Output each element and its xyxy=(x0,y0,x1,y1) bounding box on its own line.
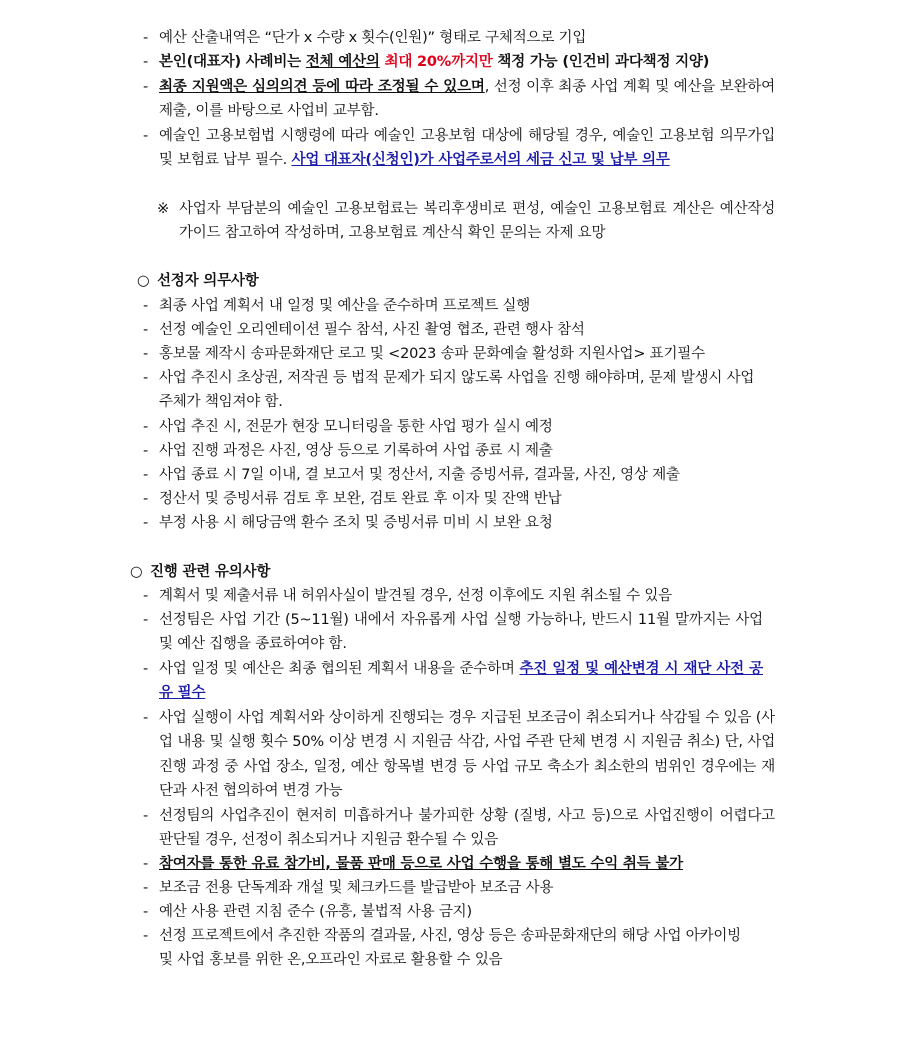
note-insurance-premium xyxy=(157,197,775,246)
note-text: 사업자 부담분의 예술인 고용보험료는 복리후생비로 편성, 예술인 고용보험료 계산은 예산작성 가이드 참고하여 작성하며, 고용보험료 계산식 확인 문의는 자제 요망 xyxy=(179,201,775,242)
item-text: 보조금 전용 단독계좌 개설 및 체크카드를 발급받아 보조금 사용 xyxy=(159,880,554,896)
dash-marker: - xyxy=(143,419,149,435)
item-text: 사업 실행이 사업 계획서와 상이하게 진행되는 경우 지급된 보조금이 취소되거나 삭감될 수 있음 (사업 내용 및 실행 횟수 50% 이상 변경 시 지원금 삭감, 사업 주관 단체 변경 시 지원금 취소) 단, 사업 진행 과정 중 사업 장소, 일정, 예산 항목별 변경 등 사업 규모 축소가 최소한의 범위인 경우에는 재단과 사전 협의하여 변경 가능 xyxy=(159,710,775,799)
list-item xyxy=(143,439,775,463)
list-item xyxy=(143,294,775,318)
item-text xyxy=(159,75,775,124)
list-item xyxy=(143,584,775,608)
insurance-highlight: 사업 대표자(신청인)가 사업주로서의 세금 신고 및 납부 의무 xyxy=(291,152,670,169)
dash-marker: - xyxy=(143,612,149,628)
list-item xyxy=(143,366,755,415)
list-item xyxy=(143,900,775,924)
schedule-text: 사업 일정 및 예산은 최종 협의된 계획서 내용을 준수하며 xyxy=(159,661,520,677)
dash-marker: - xyxy=(143,661,149,677)
item-text xyxy=(159,124,775,173)
schedule-highlight: 추진 일정 및 예산변경 시 재단 사전 공유 필수 xyxy=(159,661,763,702)
reference-mark-icon: ※ xyxy=(157,201,169,217)
section-heading-notes xyxy=(130,560,270,584)
list-item xyxy=(143,657,763,706)
item-text: 선정 프로젝트에서 추진한 작품의 결과물, 사진, 영상 등은 송파문화재단의 해당 사업 아카이빙 및 사업 홍보를 위한 온,오프라인 자료로 활용할 수 있음 xyxy=(159,928,741,969)
item-text: 선정 예술인 오리엔테이션 필수 참석, 사진 촬영 협조, 관련 행사 참석 xyxy=(159,322,585,338)
circle-bullet-icon: ○ xyxy=(130,564,143,580)
final-support-rest: , 선정 이후 최종 사업 계획 및 예산을 보완하여 제출, 이를 바탕으로 사업비 교부함. xyxy=(159,79,775,120)
list-item xyxy=(143,342,775,366)
item-text: 사업 종료 시 7일 이내, 결 보고서 및 정산서, 지출 증빙서류, 결과물, 사진, 영상 제출 xyxy=(159,467,680,483)
list-item xyxy=(143,463,775,487)
dash-marker: - xyxy=(143,467,149,483)
circle-bullet-icon: ○ xyxy=(137,273,150,289)
dash-marker: - xyxy=(143,30,149,46)
item-text: 정산서 및 증빙서류 검토 후 보완, 검토 완료 후 이자 및 잔액 반납 xyxy=(159,491,562,507)
list-item xyxy=(143,924,758,973)
item-text: 선정팀은 사업 기간 (5~11월) 내에서 자유롭게 사업 실행 가능하나, 반드시 11월 말까지는 사업 및 예산 집행을 종료하여야 함. xyxy=(159,612,763,653)
dash-marker: - xyxy=(143,370,149,386)
list-item-insurance xyxy=(143,124,775,173)
dash-marker: - xyxy=(143,322,149,338)
list-item xyxy=(143,852,775,876)
list-item xyxy=(143,318,775,342)
list-item-fee-limit xyxy=(143,50,775,74)
fee-text-highlight: 최대 20%까지만 xyxy=(384,54,493,70)
list-item xyxy=(143,804,775,853)
dash-marker: - xyxy=(143,928,149,944)
dash-marker: - xyxy=(143,128,149,144)
dash-marker: - xyxy=(143,298,149,314)
dash-marker: - xyxy=(143,856,149,872)
item-text: 사업 진행 과정은 사진, 영상 등으로 기록하여 사업 종료 시 제출 xyxy=(159,443,553,459)
item-text: 부정 사용 시 해당금액 환수 조치 및 증빙서류 미비 시 보완 요청 xyxy=(159,515,553,531)
list-item xyxy=(143,608,763,657)
list-item-final-support xyxy=(143,75,775,124)
list-item xyxy=(143,511,775,535)
item-text: 예산 산출내역은 “단가 x 수량 x 횟수(인원)” 형태로 구체적으로 기입 xyxy=(159,30,587,46)
dash-marker: - xyxy=(143,515,149,531)
list-item xyxy=(143,487,775,511)
fee-text-underlined: 전체 예산의 xyxy=(305,54,380,70)
list-item xyxy=(143,706,775,803)
list-item xyxy=(143,415,775,439)
item-text: 사업 추진 시, 전문가 현장 모니터링을 통한 사업 평가 실시 예정 xyxy=(159,419,553,435)
item-text: 예산 사용 관련 지침 준수 (유흥, 불법적 사용 금지) xyxy=(159,904,472,920)
fee-text-pre: 본인(대표자) 사례비는 xyxy=(159,54,306,70)
dash-marker: - xyxy=(143,443,149,459)
item-text xyxy=(159,50,775,74)
dash-marker: - xyxy=(143,79,149,95)
dash-marker: - xyxy=(143,588,149,604)
dash-marker: - xyxy=(143,710,149,726)
item-text: 선정팀의 사업추진이 현저히 미흡하거나 불가피한 상황 (질병, 사고 등)으로 사업진행이 어렵다고 판단될 경우, 선정이 취소되거나 지원금 환수될 수 있음 xyxy=(159,808,775,849)
list-item-budget-detail xyxy=(143,26,775,50)
dash-marker: - xyxy=(143,346,149,362)
dash-marker: - xyxy=(143,54,149,70)
section-title: 진행 관련 유의사항 xyxy=(150,564,271,580)
dash-marker: - xyxy=(143,904,149,920)
item-text: 최종 사업 계획서 내 일정 및 예산을 준수하며 프로젝트 실행 xyxy=(159,298,531,314)
item-text xyxy=(159,657,763,706)
item-text: 참여자를 통한 유료 참가비, 물품 판매 등으로 사업 수행을 통해 별도 수익 취득 불가 xyxy=(159,856,683,872)
item-text: 홍보물 제작시 송파문화재단 로고 및 <2023 송파 문화예술 활성화 지원사업> 표기필수 xyxy=(159,346,705,362)
dash-marker: - xyxy=(143,808,149,824)
dash-marker: - xyxy=(143,491,149,507)
section-title: 선정자 의무사항 xyxy=(157,273,259,289)
dash-marker: - xyxy=(143,880,149,896)
insurance-text: 예술인 고용보험법 시행령에 따라 예술인 고용보험 대상에 해당될 경우, 예술인 고용보험 의무가입 및 보험료 납부 필수. xyxy=(159,128,775,169)
final-support-bold: 최종 지원액은 심의의견 등에 따라 조정될 수 있으며 xyxy=(159,79,485,95)
fee-text-post: 책정 가능 (인건비 과다책정 지양) xyxy=(492,54,710,70)
list-item xyxy=(143,876,775,900)
section-heading-duties xyxy=(137,269,259,293)
item-text: 계획서 및 제출서류 내 허위사실이 발견될 경우, 선정 이후에도 지원 취소될 수 있음 xyxy=(159,588,672,604)
item-text: 사업 추진시 초상권, 저작권 등 법적 문제가 되지 않도록 사업을 진행 해야하며, 문제 발생시 사업 주체가 책임져야 함. xyxy=(159,370,755,411)
